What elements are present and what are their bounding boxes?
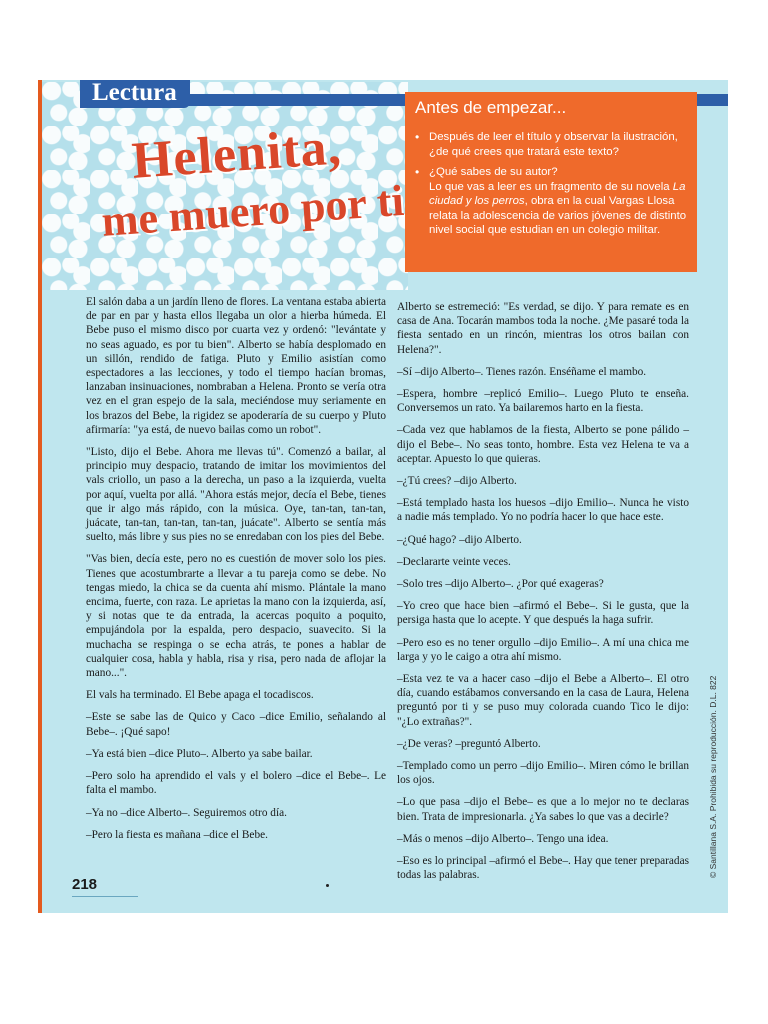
paragraph: –Pero solo ha aprendido el vals y el bolero –dice el Bebe–. Le falta el mambo.	[86, 770, 386, 797]
left-edge-stripe	[38, 80, 42, 913]
list-item-question: ¿Qué sabes de su autor?	[429, 166, 558, 178]
story-title-line2: me muero por ti	[100, 175, 406, 246]
paragraph: –Esta vez te va a hacer caso –dijo el Bebe a Alberto–. El otro día, cuando estábamos conversando en la casa de Laura, Helena preguntó por ti y se puso muy colorada cuando Tico le dijo: "¿Lo extrañas?".	[397, 673, 689, 728]
paragraph: –Pero eso es no tener orgullo –dijo Emilio–. A mí una chica me larga y yo le caigo a otra ahí mismo.	[397, 636, 689, 663]
section-label: Lectura	[92, 79, 177, 106]
paragraph: –Cada vez que hablamos de la fiesta, Alberto se pone pálido –dijo el Bebe–. No seas tonto, hombre. Esta vez Helena te va a aceptar. Apuesto lo que quieras.	[397, 424, 689, 465]
before-reading-list	[415, 130, 691, 244]
paragraph: –Yo creo que hace bien –afirmó el Bebe–. Si le gusta, que la persiga hasta que lo acepte. Y que después la haga sufrir.	[397, 600, 689, 627]
paragraph: –¿Qué hago? –dijo Alberto.	[397, 533, 522, 546]
page-number: 218	[72, 876, 98, 893]
paragraph: –Está templado hasta los huesos –dijo Emilio–. Nunca he visto a nadie más templado. Yo no podría hacer lo que hace este.	[397, 497, 689, 524]
page-number-rule	[72, 896, 138, 897]
list-item	[415, 165, 691, 238]
author-note: Lo que vas a leer es un fragmento de su novela La ciudad y los perros, obra en la cual Vargas Llosa relata la adolescencia de varios jóvenes de distinto nivel social que estudian en un colegio militar.	[429, 180, 687, 236]
paragraph: "Listo, dijo el Bebe. Ahora me llevas tú". Comenzó a bailar, al principio muy despacio, tratando de imitar los movimientos del vals criollo, un paso a la derecha, un paso a la izquierda, vuelta por aquí, vuelta por allá. "Ahora estás mejor, decía el Bebe, tienes que ir algo más rápido, con la música. Oye, tan-tan, tan-tan, juácate, tan-tan, tan-tan, tan-tan, juácate". Alberto se sentía más suelto, más libre y sus pies no se enredaban con los pies del Bebe.	[86, 446, 386, 544]
text-column-right	[397, 300, 689, 891]
copyright-notice: © Santillana S.A. Prohibida su reproducción. D.L. 822	[708, 675, 718, 878]
bullet-icon: •	[415, 130, 420, 144]
before-reading-box	[405, 92, 697, 272]
paragraph: –Sí –dijo Alberto–. Tienes razón. Enséñame el mambo.	[397, 365, 647, 378]
list-item-text	[429, 165, 691, 238]
paragraph: –Pero la fiesta es mañana –dice el Bebe.	[86, 828, 268, 841]
paragraph: –Más o menos –dijo Alberto–. Tengo una idea.	[397, 832, 609, 845]
paragraph: –Ya está bien –dice Pluto–. Alberto ya sabe bailar.	[86, 747, 313, 760]
paragraph: –Ya no –dice Alberto–. Seguiremos otro día.	[86, 806, 287, 819]
list-item-text: Después de leer el título y observar la ilustración, ¿de qué crees que tratará este texto?	[429, 131, 678, 158]
paragraph: –¿Tú crees? –dijo Alberto.	[397, 475, 517, 488]
print-dot	[326, 884, 329, 887]
paragraph: –Templado como un perro –dijo Emilio–. Miren cómo le brillan los ojos.	[397, 760, 689, 787]
text-column-left	[86, 295, 386, 850]
paragraph: –Lo que pasa –dijo el Bebe– es que a lo mejor no te declaras bien. Trata de impresionarla. ¿Ya sabes lo que vas a decirle?	[397, 796, 689, 823]
paragraph: –Eso es lo principal –afirmó el Bebe–. Hay que tener preparadas todas las palabras.	[397, 855, 689, 882]
paragraph: El vals ha terminado. El Bebe apaga el tocadiscos.	[86, 689, 314, 702]
story-title-line1: Helenita,	[130, 118, 344, 190]
bullet-icon: •	[415, 165, 420, 179]
paragraph: –Espera, hombre –replicó Emilio–. Luego Pluto te enseña. Conversemos un rato. Ya bailaremos harto en la fiesta.	[397, 388, 689, 415]
paragraph: Alberto se estremeció: "Es verdad, se dijo. Y para rematе es en casa de Ana. Tocarán mambos toda la noche. ¿Me pasaré toda la fiesta sentado en un rincón, mientras los otros bailan con Helena?".	[397, 301, 689, 356]
paragraph: –Solo tres –dijo Alberto–. ¿Por qué exageras?	[397, 578, 604, 591]
paragraph: El salón daba a un jardín lleno de flores. La ventana estaba abierta de par en par y hasta ellos llegaba un olor a hierba húmeda. El Bebe puso el mismo disco por cuarta vez y ordenó: "levántate y no seas aguado, es por tu bien". Alberto se había desplomado en un sillón, rendido de fatiga. Pluto y Emilio asistían como espectadores a las lecciones, y todo el tiempo hacían bromas, lanzaban insinuaciones, nombraban a Helena. Pronto se vería otra vez en el gran espejo de la sala, meciéndose muy seriamente en los brazos del Bebe, la rigidez se apoderaría de su cuerpo y Pluto afirmaría: "ya está, de nuevo bailas como un robot".	[86, 296, 386, 436]
paragraph: –Declararte veinte veces.	[397, 555, 511, 568]
paragraph: –Este se sabe las de Quico y Caco –dice Emilio, señalando al Bebe–. ¡Qué sapo!	[86, 711, 386, 738]
before-reading-title: Antes de empezar...	[415, 98, 567, 117]
paragraph: –¿De veras? –preguntó Alberto.	[397, 737, 541, 750]
novel-title: La ciudad y los perros	[429, 180, 686, 207]
paragraph: "Vas bien, decía este, pero no es cuestión de mover solo los pies. Tienes que acostumbrarte a llevar a tu pareja como se debe. No tengas miedo, la chica se da cuenta ahí mismo. Plántale la mano encima, fuerte, con raza. Le aprietas la mano con la izquierda, así, y si notas que te da entrada, la acercas poquito a poquito, empujándola por la espalda, pero despacio, suavecito. Si la muchacha se respinga o se echa atrás, te pones a hablar de cualquier cosa, habla y habla, risa y risa, pero nada de aflojar la mano...".	[86, 553, 386, 680]
list-item	[415, 130, 691, 159]
